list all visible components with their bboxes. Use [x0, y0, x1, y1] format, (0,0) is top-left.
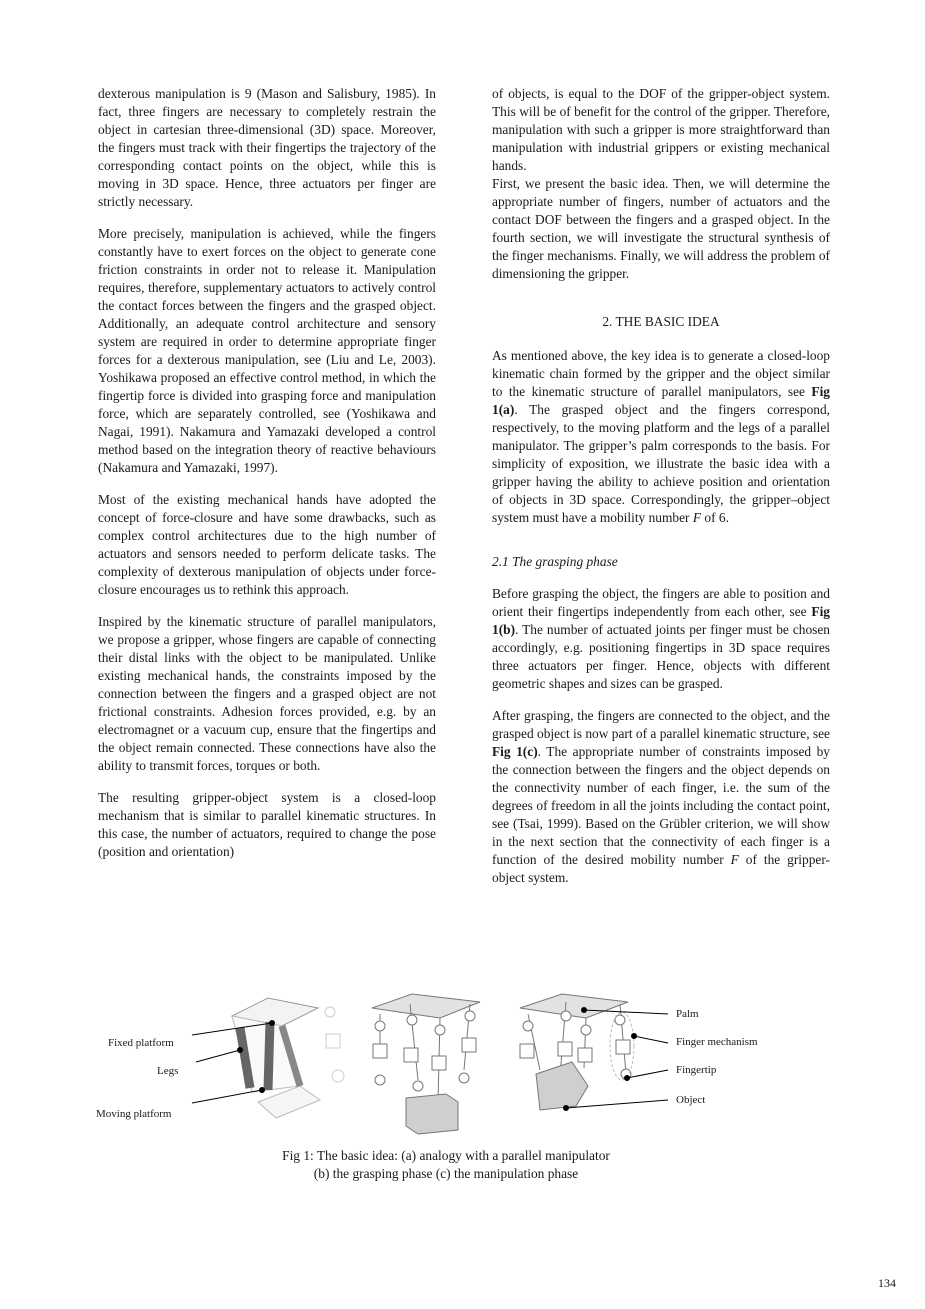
- label-point: [269, 1020, 275, 1026]
- label-point: [563, 1105, 569, 1111]
- paragraph: [492, 585, 830, 693]
- variable-F: F: [730, 852, 739, 867]
- label-fingertip: Fingertip: [676, 1064, 717, 1076]
- section-title: 2. THE BASIC IDEA: [602, 314, 720, 329]
- page-number: 134: [878, 1276, 896, 1290]
- paragraph: dexterous manipulation is 9 (Mason and Salisbury, 1985). In fact, three fingers are necessary to completely restrain the object in cartesian three-dimensional (3D) space. Moreover, the fingers must track with their fingertips the trajectory of the corresponding contact points on the object, while this is moving in 3D space. Hence, three actuators per finger are strictly necessary.: [98, 86, 436, 209]
- figure-reference: Fig 1(c): [492, 744, 538, 759]
- subsection-title: 2.1 The grasping phase: [492, 554, 618, 569]
- right-column: [492, 85, 830, 901]
- text-span: As mentioned above, the key idea is to generate a closed-loop kinematic chain formed by the gripper and the object similar to the kinematic structure of parallel manipulators, see: [492, 348, 830, 399]
- text-span: Before grasping the object, the fingers are able to position and orient their fingertips independently from each other, see: [492, 586, 830, 619]
- label-point: [259, 1087, 265, 1093]
- label-object: Object: [676, 1094, 706, 1106]
- figure-reference: Fig 1(b): [492, 604, 830, 637]
- label-point: [631, 1033, 637, 1039]
- paragraph: The resulting gripper-object system is a closed-loop mechanism that is similar to parallel kinematic structures. In this case, the number of actuators, required to change the pose (position and orientation): [98, 790, 436, 859]
- grasping-phase-drawing: [372, 994, 480, 1134]
- caption-line-1: Fig 1: The basic idea: (a) analogy with a parallel manipulator: [282, 1148, 610, 1163]
- label-point: [237, 1047, 243, 1053]
- label-point: [624, 1075, 630, 1081]
- text-span: of the gripper-object system.: [492, 852, 830, 885]
- figure-reference: Fig 1(a): [492, 384, 830, 417]
- paragraph: Most of the existing mechanical hands have adopted the concept of force-closure and have some drawbacks, such as complex control architectures due to the high number of actuators and sensors needed to perform delicate tasks. The complexity of dexterous manipulation of objects under force-closure encourages us to rethink this approach.: [98, 492, 436, 597]
- variable-F: F: [692, 510, 702, 525]
- paragraph: First, we present the basic idea. Then, we will determine the appropriate number of fingers, number of actuators and the contact DOF between the fingers and a grasped object. In the fourth section, we will investigate the structural synthesis of the finger mechanisms. Finally, we will address the problem of dimensioning the gripper.: [492, 176, 830, 281]
- paragraph: [492, 707, 830, 887]
- text-span: After grasping, the fingers are connected to the object, and the grasped object is now part of a parallel kinematic structure, see: [492, 708, 830, 741]
- text-span: of 6.: [701, 510, 729, 525]
- label-palm: Palm: [676, 1008, 699, 1020]
- text-span: . The appropriate number of constraints imposed by the connection between the fingers and the object depends on the connectivity number of each finger, i.e. the sum of the degrees of freedom in all the joints including the contact point, see (Tsai, 1999). Based on the Grübler criterion, we will show in the next section that the connectivity of each finger is a function of the desired mobility number: [492, 744, 831, 867]
- caption-line-2: (b) the grasping phase (c) the manipulation phase: [313, 1166, 579, 1181]
- figure-caption: [180, 1147, 712, 1183]
- label-legs: Legs: [157, 1065, 179, 1077]
- paragraph: More precisely, manipulation is achieved, while the fingers constantly have to exert forces on the object to generate cone friction constraints in order not to release it. Manipulation requires, therefore, supplementary actuators to actively control the contact forces between the fingers and the grasped object. Additionally, an adequate control architecture and sensory system are required in order to determine appropriate finger forces for a dexterous manipulation, see (Liu and Le, 2003). Yoshikawa proposed an effective control method, in which the fingertip force is divided into grasping force and manipulation force, which are separately controlled, see (Yoshikawa and Nagai, 1991). Nakamura and Yamazaki developed a control method based on the integration theory of reactive behaviours (Nakamura and Yamazaki, 1997).: [98, 226, 436, 475]
- label-moving-platform: Moving platform: [96, 1108, 172, 1120]
- paragraph: of objects, is equal to the DOF of the gripper-object system. This will be of benefit for the control of the gripper. Therefore, manipulation with such a gripper is more straightforward than manipulation with industrial grippers or existing mechanical hands.: [492, 86, 830, 173]
- text-span: . The number of actuated joints per finger must be chosen accordingly, e.g. positioning fingertips in 3D space requires three actuators per finger. Hence, objects with different geometric shapes and sizes can be grasped.: [492, 622, 830, 691]
- label-point: [581, 1007, 587, 1013]
- label-fixed-platform: Fixed platform: [108, 1037, 174, 1049]
- parallel-manipulator-drawing: [232, 998, 344, 1118]
- paragraph: [492, 347, 830, 527]
- paragraph: Inspired by the kinematic structure of parallel manipulators, we propose a gripper, whose fingers are capable of connecting their distal links with the object to be manipulated. Unlike existing mechanical hands, the constraints imposed by the connection between the fingers and a grasped object are not frictional constraints. Adhesion forces provided, e.g. by an electromagnet or a vacuum cup, ensure that the fingertips and the object remain connected. These connections have also the ability to transmit forces, torques or both.: [98, 614, 436, 773]
- label-finger-mechanism: Finger mechanism: [676, 1036, 758, 1048]
- left-column: [98, 85, 436, 861]
- figure-1: [0, 990, 925, 1140]
- text-span: . The grasped object and the fingers correspond, respectively, to the moving platform and the legs of a parallel manipulator. The gripper’s palm corresponds to the basis. For simplicity of exposition, we illustrate the basic idea with a gripper having the ability to achieve position and orientation of objects in 3D space. Correspondingly, the gripper–object system must have a mobility number: [492, 402, 830, 525]
